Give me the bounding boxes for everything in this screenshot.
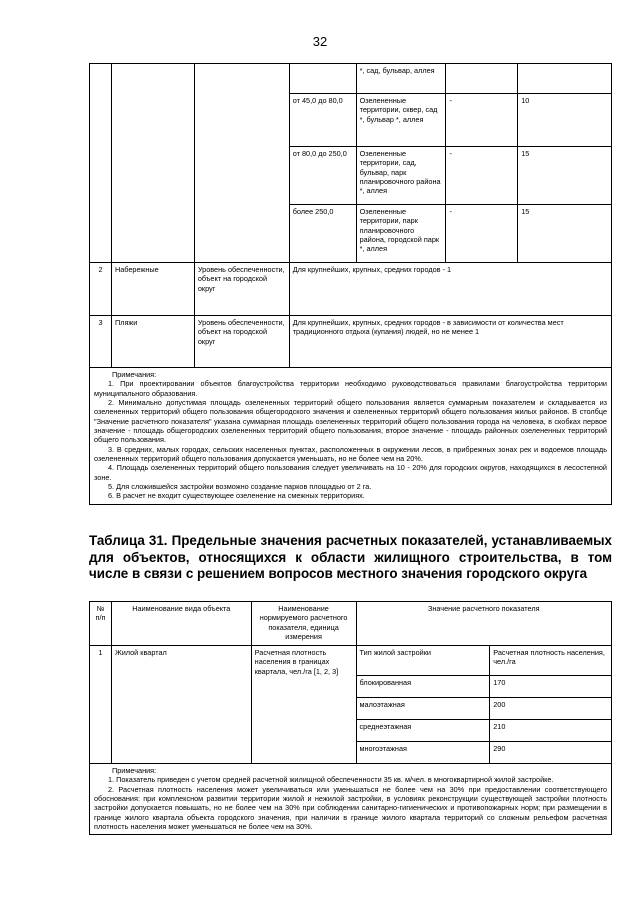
value-cell: 10 <box>518 94 612 147</box>
table-31-heading: Таблица 31. Предельные значения расчетных показателей, устанавливаемых для объектов, относящихся к области жилищного строительства, в том числе в связи с решением вопросов местного значения городского округа <box>89 533 612 582</box>
header-indicator: Наименование нормируемого расчетного показателя, единица измерения <box>251 602 356 646</box>
territory-cell: Озелененные территории, парк планировочного района, городской парк *, аллея <box>356 205 446 263</box>
indicator-name: Расчетная плотность населения в границах квартала, чел./га [1, 2, 3] <box>251 646 356 764</box>
density-value: 290 <box>490 742 612 764</box>
range-cell: более 250,0 <box>289 205 356 263</box>
object-name: Набережные <box>111 263 194 316</box>
value-cell <box>518 64 612 94</box>
row-number: 1 <box>90 646 112 764</box>
header-object: Наименование вида объекта <box>111 602 251 646</box>
note-item: 2. Минимально допустимая площадь озелененных территорий общего пользования является суммарным показателем и складывается из озелененных территорий общего пользования общегородского значения и озелененных территорий общего пользования жилых районов. В столбце "Значение расчетного показателя" указана суммарная площадь озелененных территорий общего пользования города на человека, в скобках первое значение - площадь общегородских озелененных территорий общего пользования, второе значение - площадь районных озелененных территорий общего пользования. <box>94 397 607 445</box>
note-item: 6. В расчет не входит существующее озеленение на смежных территориях. <box>108 491 365 501</box>
housing-table <box>89 601 612 835</box>
value-cell: - <box>446 205 518 263</box>
territory-cell: Озелененные территории, сквер, сад *, бульвар *, аллея <box>356 94 446 147</box>
building-type: малоэтажная <box>356 698 490 720</box>
notes-block <box>90 764 612 835</box>
range-cell: от 45,0 до 80,0 <box>289 94 356 147</box>
territory-cell: Озелененные территории, сад, бульвар, парк планировочного района *, аллея <box>356 147 446 205</box>
green-areas-table <box>89 63 612 505</box>
table-row <box>90 316 612 368</box>
building-type: многоэтажная <box>356 742 490 764</box>
indicator-value: Для крупнейших, крупных, средних городов - в зависимости от количества мест традиционного отдыха (купания) людей, но не менее 1 <box>289 316 611 368</box>
sub-header-density: Расчетная плотность населения, чел./га <box>490 646 612 676</box>
range-cell: от 80,0 до 250,0 <box>289 147 356 205</box>
notes-block <box>90 368 612 505</box>
sub-header-type: Тип жилой застройки <box>356 646 490 676</box>
density-value: 170 <box>490 676 612 698</box>
indicator-value: Для крупнейших, крупных, средних городов - 1 <box>289 263 611 316</box>
note-item: 1. При проектировании объектов благоустройства территории необходимо руководствоваться правилами благоустройства территории муниципального образования. <box>94 379 607 398</box>
value-cell: 15 <box>518 205 612 263</box>
page-number: 32 <box>312 34 328 49</box>
building-type: блокированная <box>356 676 490 698</box>
table-row <box>90 646 612 676</box>
object-name: Жилой квартал <box>111 646 251 764</box>
density-value: 210 <box>490 720 612 742</box>
value-cell: - <box>446 147 518 205</box>
density-value: 200 <box>490 698 612 720</box>
note-item: 1. Показатель приведен с учетом средней расчетной жилищной обеспеченности 35 кв. м/чел. в многоквартирной жилой застройке. <box>108 775 554 785</box>
row-number: 3 <box>90 316 112 368</box>
note-item: 3. В средних, малых городах, сельских населенных пунктах, расположенных в окружении лесов, в прибрежных зонах рек и водоемов площадь озелененных территорий общего пользования допускается уменьшать, но не более чем на 20%. <box>94 444 607 463</box>
note-item: 2. Расчетная плотность населения может увеличиваться или уменьшаться не более чем на 30% при предоставлении соответствующего обоснования: при комплексном развитии территории жилой и нежилой застройки, в условиях реконструкции существующей застройки плотность застройки допускается повышать, но не более чем на 30% при соблюдении санитарно-гигиенических и противопожарных норм; при размещении в границе жилого квартала объекта городского значения, при наличии в границе жилого квартала территорий со сложным рельефом расчетная плотность населения может уменьшаться не более чем на 30%. <box>94 784 607 831</box>
value-cell: 15 <box>518 147 612 205</box>
object-name: Пляжи <box>111 316 194 368</box>
range-cell <box>289 64 356 94</box>
header-num: № п/п <box>90 602 112 646</box>
header-value: Значение расчетного показателя <box>356 602 612 646</box>
notes-row <box>90 764 612 835</box>
note-item: 4. Площадь озелененных территорий общего пользования следует увеличивать на 10 - 20% для городских округов, находящихся в лесостепной зоне. <box>94 463 607 482</box>
notes-row <box>90 368 612 505</box>
table-row <box>90 64 612 94</box>
territory-cell: *, сад, бульвар, аллея <box>356 64 446 94</box>
indicator-name: Уровень обеспеченности, объект на городской округ <box>194 316 289 368</box>
building-type: среднеэтажная <box>356 720 490 742</box>
notes-title: Примечания: <box>112 766 157 775</box>
row-number: 2 <box>90 263 112 316</box>
indicator-name: Уровень обеспеченности, объект на городской округ <box>194 263 289 316</box>
header-row <box>90 602 612 646</box>
note-item: 5. Для сложившейся застройки возможно создание парков площадью от 2 га. <box>108 481 372 491</box>
value-cell: - <box>446 94 518 147</box>
notes-title: Примечания: <box>112 370 157 379</box>
value-cell <box>446 64 518 94</box>
table-row <box>90 263 612 316</box>
